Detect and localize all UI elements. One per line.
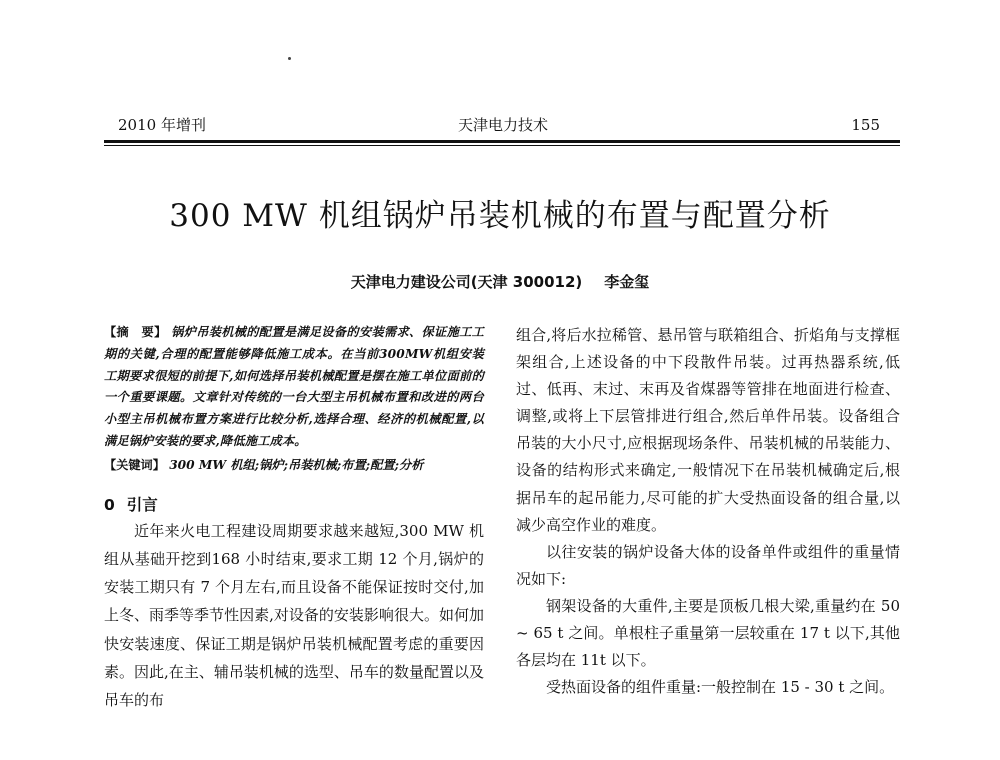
weights-intro-paragraph: 以往安装的锅炉设备大体的设备单件或组件的重量情况如下: <box>516 542 900 588</box>
section-heading <box>104 493 484 517</box>
abstract-label: 【摘 要】 <box>104 325 167 339</box>
header-rule-thin <box>104 145 900 146</box>
steel-frame-paragraph: 钢架设备的大重件,主要是顶板几根大梁,重量约在 50 ~ 65 t 之间。单根柱子重量第一层较重在 17 t 以下,其他各层均在 11t 以下。 <box>516 596 900 670</box>
intro-paragraph: 近年来火电工程建设周期要求越来越短,300 MW 机组从基础开挖到168 小时结束,要求工期 12 个月,锅炉的安装工期只有 7 个月左右,而且设备不能保证按时交付,加上冬、雨季等季节性因素,对设备的安装影响很大。如何加快安装速度、保证工期是锅炉吊装机械配置考虑的重要因素。因此,在主、辅吊装机械的选型、吊车的数量配置以及吊车的布 <box>104 521 484 709</box>
header-issue: 2010 年增刊 <box>118 116 206 134</box>
author-line <box>0 270 1000 294</box>
abstract-text: 锅炉吊装机械的配置是满足设备的安装需求、保证施工工期的关键,合理的配置能够降低施工成本。在当前300MW机组安装工期要求很短的前提下,如何选择吊装机械配置是摆在施工单位面前的一个重要课题。文章针对传统的一台大型主吊机械布置和改进的两台小型主吊机械布置方案进行比较分析,选择合理、经济的机械配置,以满足锅炉安装的要求,降低施工成本。 <box>104 325 484 448</box>
header-page-number: 155 <box>851 116 880 134</box>
scan-speck <box>288 57 291 60</box>
author-name: 李金玺 <box>604 273 650 291</box>
affiliation: 天津电力建设公司(天津 300012) <box>350 273 583 291</box>
running-header <box>104 112 900 138</box>
keywords <box>104 453 484 477</box>
heating-surface-paragraph: 受热面设备的组件重量:一般控制在 15 - 30 t 之间。 <box>546 678 895 697</box>
section-number: 0 <box>104 495 115 514</box>
continued-paragraph: 组合,将后水拉稀管、悬吊管与联箱组合、折焰角与支撑框架组合,上述设备的中下段散件吊装。过再热器系统,低过、低再、末过、末再及省煤器等管排在地面进行检查、调整,或将上下层管排进行组合,然后单件吊装。设备组合吊装的大小尺寸,应根据现场条件、吊装机械的吊装能力、设备的结构形式来确定,一般情况下在吊装机械确定后,根据吊车的起吊能力,尽可能的扩大受热面设备的组合量,以减少高空作业的难度。 <box>516 326 900 534</box>
abstract <box>104 322 484 453</box>
left-column <box>104 322 484 714</box>
header-rule-thick <box>104 140 900 143</box>
right-column <box>516 322 900 701</box>
header-journal: 天津电力技术 <box>458 116 549 134</box>
article-title: 300 MW 机组锅炉吊装机械的布置与配置分析 <box>169 198 831 234</box>
keywords-label: 【关键词】 <box>104 457 165 472</box>
keywords-text: 300 MW 机组;锅炉;吊装机械;布置;配置;分析 <box>169 457 424 472</box>
section-title: 引言 <box>126 495 158 514</box>
